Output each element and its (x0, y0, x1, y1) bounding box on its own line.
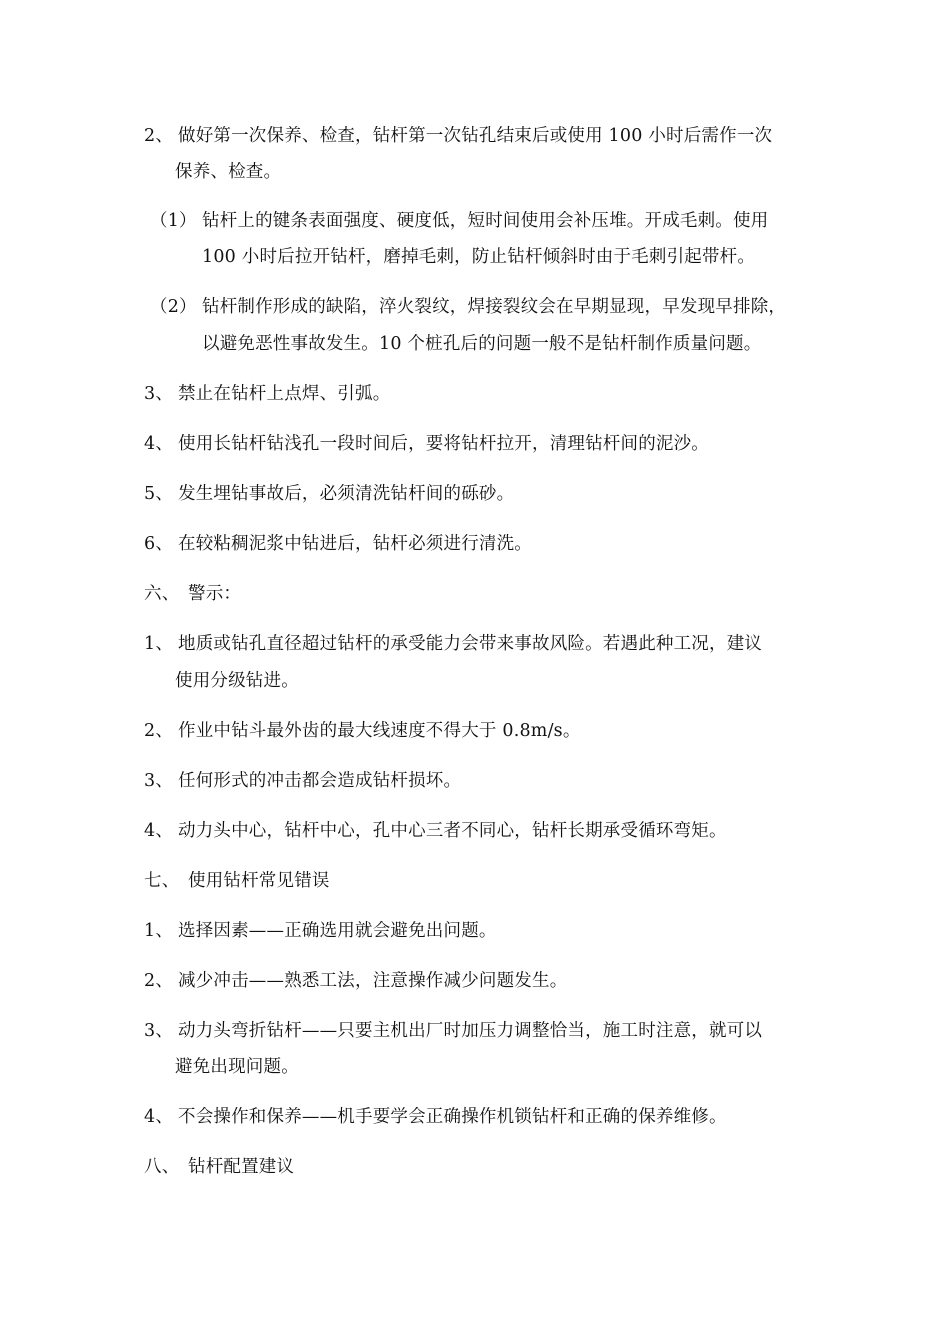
error-1 (144, 919, 824, 943)
item-text: 发生埋钻事故后，必须清洗钻杆间的砾砂。 (178, 484, 515, 504)
item-number: 3、 (144, 384, 174, 404)
subitem-text: 钻杆制作形成的缺陷，淬火裂纹，焊接裂纹会在早期显现，早发现早排除， (202, 297, 787, 317)
section-number: 六、 (144, 584, 180, 604)
item-text: 使用分级钻进。 (175, 671, 299, 691)
item-text: 动力头弯折钻杆——只要主机出厂时加压力调整恰当，施工时注意，就可以 (178, 1021, 763, 1041)
item-number: 4、 (144, 434, 174, 454)
subitem-2-line-1 (150, 295, 830, 319)
subitem-1-line-2 (202, 245, 882, 269)
item-2-line-2 (175, 160, 855, 184)
section-number: 七、 (144, 871, 180, 891)
section-title: 警示： (188, 584, 242, 604)
item-6 (144, 532, 824, 556)
item-text: 减少冲击——熟悉工法，注意操作减少问题发生。 (178, 971, 568, 991)
item-3 (144, 382, 824, 406)
item-text: 地质或钻孔直径超过钻杆的承受能力会带来事故风险。若遇此种工况，建议 (178, 634, 763, 654)
warning-2 (144, 719, 824, 743)
error-3-line-2 (175, 1055, 855, 1079)
item-number: 3、 (144, 771, 174, 791)
section-title: 钻杆配置建议 (188, 1157, 295, 1177)
item-text: 保养、检查。 (175, 162, 282, 182)
section-heading-6 (144, 582, 824, 606)
item-text: 做好第一次保养、检查，钻杆第一次钻孔结束后或使用 100 小时后需作一次 (178, 126, 773, 146)
warning-1-line-1 (144, 632, 824, 656)
item-number: 1、 (144, 921, 174, 941)
item-text: 选择因素——正确选用就会避免出问题。 (178, 921, 497, 941)
item-number: 4、 (144, 821, 174, 841)
item-text: 使用长钻杆钻浅孔一段时间后，要将钻杆拉开，清理钻杆间的泥沙。 (178, 434, 709, 454)
item-number: 1、 (144, 634, 174, 654)
item-number: 6、 (144, 534, 174, 554)
subitem-number: （1） (150, 211, 197, 231)
subitem-2-line-2 (202, 332, 882, 356)
item-number: 3、 (144, 1021, 174, 1041)
error-2 (144, 969, 824, 993)
item-number: 2、 (144, 971, 174, 991)
section-heading-8 (144, 1155, 824, 1179)
item-4 (144, 432, 824, 456)
section-heading-7 (144, 869, 824, 893)
warning-3 (144, 769, 824, 793)
item-number: 4、 (144, 1107, 174, 1127)
item-text: 作业中钻斗最外齿的最大线速度不得大于 0.8m/s。 (178, 721, 581, 741)
item-text: 避免出现问题。 (175, 1057, 299, 1077)
warning-1-line-2 (175, 669, 855, 693)
section-title: 使用钻杆常见错误 (188, 871, 330, 891)
subitem-number: （2） (150, 297, 197, 317)
item-5 (144, 482, 824, 506)
subitem-text: 钻杆上的键条表面强度、硬度低，短时间使用会补压堆。开成毛刺。使用 (202, 211, 769, 231)
error-3-line-1 (144, 1019, 824, 1043)
item-2-line-1 (144, 124, 824, 148)
warning-4 (144, 819, 824, 843)
item-text: 任何形式的冲击都会造成钻杆损坏。 (178, 771, 462, 791)
item-text: 在较粘稠泥浆中钻进后，钻杆必须进行清洗。 (178, 534, 532, 554)
item-text: 动力头中心，钻杆中心，孔中心三者不同心，钻杆长期承受循环弯矩。 (178, 821, 727, 841)
item-text: 不会操作和保养——机手要学会正确操作机锁钻杆和正确的保养维修。 (178, 1107, 727, 1127)
subitem-1-line-1 (150, 209, 830, 233)
subitem-text: 以避免恶性事故发生。10 个桩孔后的问题一般不是钻杆制作质量问题。 (202, 334, 762, 354)
section-number: 八、 (144, 1157, 180, 1177)
item-number: 2、 (144, 126, 174, 146)
item-number: 5、 (144, 484, 174, 504)
item-number: 2、 (144, 721, 174, 741)
item-text: 禁止在钻杆上点焊、引弧。 (178, 384, 391, 404)
subitem-text: 100 小时后拉开钻杆，磨掉毛刺，防止钻杆倾斜时由于毛刺引起带杆。 (202, 247, 756, 267)
error-4 (144, 1105, 824, 1129)
